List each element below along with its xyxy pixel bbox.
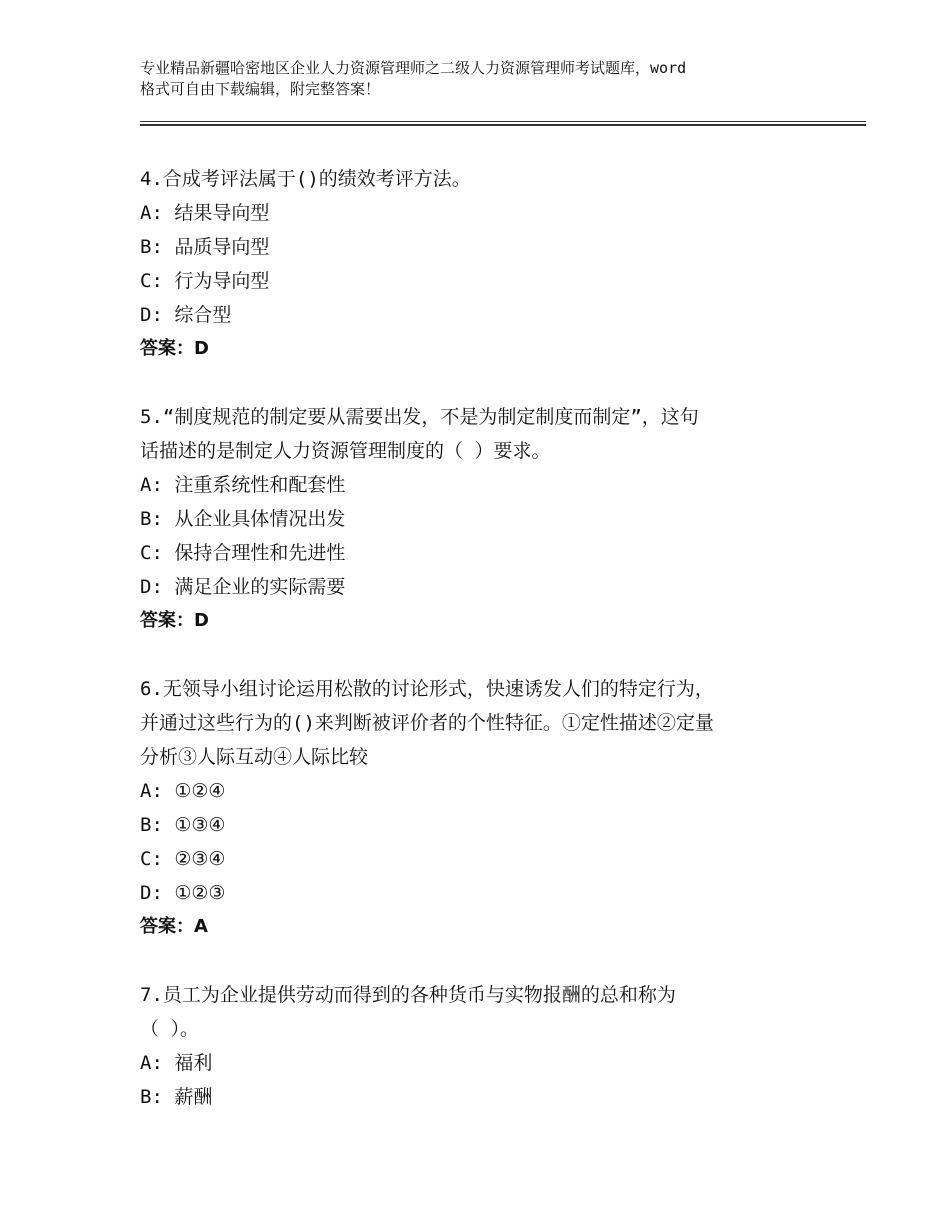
question-stem-line: 分析③人际互动④人际比较 (140, 746, 369, 768)
option-a: A: 注重系统性和配套性 (140, 474, 346, 496)
question-list (140, 162, 840, 1148)
question-7 (140, 978, 840, 1114)
option-c: C: 行为导向型 (140, 270, 270, 292)
question-stem-line: 7.员工为企业提供劳动而得到的各种货币与实物报酬的总和称为 (140, 984, 676, 1006)
question-stem (140, 400, 840, 468)
header-line-2: 格式可自由下载编辑，附完整答案！ (140, 80, 381, 98)
question-stem-line: 4.合成考评法属于()的绩效考评方法。 (140, 168, 471, 190)
question-stem (140, 672, 840, 774)
question-stem-line: 6.无领导小组讨论运用松散的讨论形式，快速诱发人们的特定行为， (140, 678, 714, 700)
answer-label: 答案：D (140, 338, 209, 359)
document-header (140, 58, 840, 100)
option-a: A: 结果导向型 (140, 202, 270, 224)
option-b: B: 从企业具体情况出发 (140, 508, 346, 530)
option-d: D: 综合型 (140, 304, 232, 326)
header-line-1: 专业精品新疆哈密地区企业人力资源管理师之二级人力资源管理师考试题库，word (140, 59, 687, 77)
option-b: B: 品质导向型 (140, 236, 270, 258)
option-b: B: ①③④ (140, 814, 226, 836)
option-c: C: ②③④ (140, 848, 226, 870)
option-a: A: ①②④ (140, 780, 226, 802)
option-a: A: 福利 (140, 1052, 213, 1074)
question-stem-line: 并通过这些行为的()来判断被评价者的个性特征。①定性描述②定量 (140, 712, 714, 734)
answer-label: 答案：D (140, 610, 209, 631)
option-d: D: ①②③ (140, 882, 226, 904)
answer-label: 答案：A (140, 916, 208, 937)
question-5 (140, 400, 840, 638)
header-divider-thin (140, 121, 866, 122)
option-b: B: 薪酬 (140, 1086, 213, 1108)
question-stem (140, 978, 840, 1046)
option-c: C: 保持合理性和先进性 (140, 542, 346, 564)
question-4 (140, 162, 840, 366)
question-stem (140, 162, 840, 196)
question-stem-line: 5.“制度规范的制定要从需要出发，不是为制定制度而制定”，这句 (140, 406, 699, 428)
question-stem-line: 话描述的是制定人力资源管理制度的（ ）要求。 (140, 440, 551, 462)
question-6 (140, 672, 840, 944)
question-stem-line: （ ）。 (140, 1018, 199, 1040)
option-d: D: 满足企业的实际需要 (140, 576, 346, 598)
header-divider-thick (140, 124, 866, 126)
